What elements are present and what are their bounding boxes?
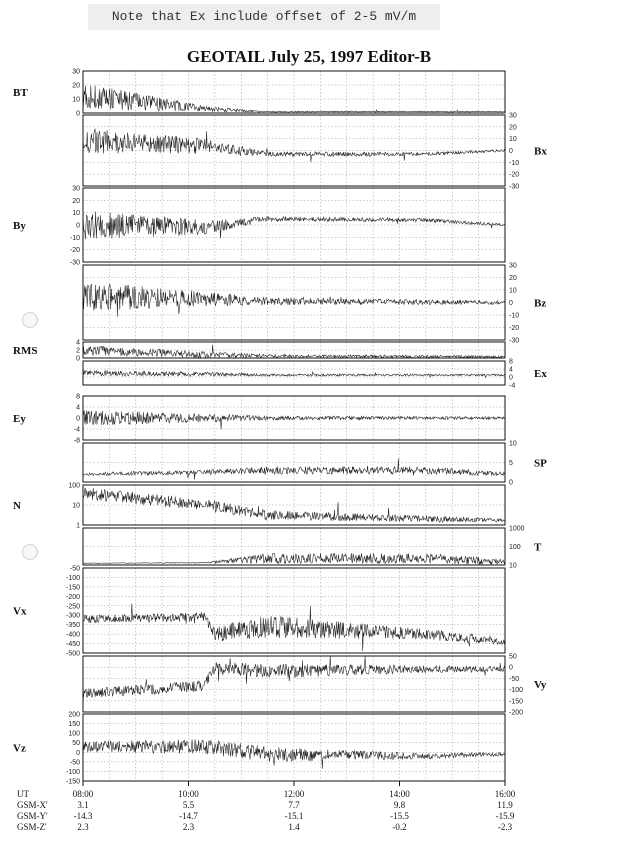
panel-label-bz: Bz [534,297,547,310]
panel-t [83,526,542,570]
tick-label: 0 [76,415,80,423]
tick-label: 1000 [509,525,525,533]
x-axis-value: -0.2 [392,822,407,832]
x-axis-value: 14:00 [389,789,410,799]
tick-label: -10 [509,159,520,167]
panel-ey [13,394,505,445]
x-axis-value: 2.3 [182,822,195,832]
tick-label: -4 [509,382,516,390]
tick-label: 0 [509,374,513,382]
panel-vx [13,566,505,658]
tick-label: 10 [72,210,80,218]
panel-label-vy: Vy [534,679,547,691]
tick-label: 8 [509,358,513,366]
tick-label: -100 [509,687,524,695]
tick-label: 2 [76,347,80,355]
tick-label: -50 [69,565,80,573]
tick-label: 0 [76,222,80,230]
panel-bz [83,263,546,345]
tick-label: -30 [509,183,520,191]
tick-label: 8 [76,393,80,401]
tick-label: 100 [68,730,80,738]
tick-label: -50 [509,675,520,683]
tick-label: -30 [509,337,520,345]
x-axis-value: 16:00 [494,789,516,799]
panel-by [13,186,505,267]
tick-label: 10 [509,562,517,570]
panel-label-bt: BT [13,87,28,99]
x-axis-row-label: GSM-Y' [17,811,48,821]
tick-label: -20 [509,325,520,332]
tick-label: 10 [72,502,80,510]
tick-label: 100 [68,482,80,490]
x-axis-value: 1.4 [288,822,300,832]
tick-label: -50 [69,759,80,767]
x-axis-value: 2.3 [77,822,89,832]
tick-label: -250 [65,603,80,611]
panel-label-ey: Ey [13,413,26,425]
punch-hole-bottom [22,544,38,560]
tick-label: 30 [72,68,80,76]
tick-label: 10 [72,96,80,104]
tick-label: -500 [65,650,80,658]
tick-label: 0 [509,300,513,307]
tick-label: -100 [65,768,80,776]
panel-label-ex: Ex [534,368,547,380]
tick-label: -20 [69,247,80,255]
tick-label: -300 [65,612,80,620]
trace-by [83,212,505,240]
trace-ey [83,410,505,429]
tick-label: 0 [509,664,513,672]
tick-label: -10 [509,312,520,320]
panel-label-vz: Vz [13,742,26,755]
tick-label: -30 [69,259,80,267]
panel-label-sp: SP [534,457,547,470]
tick-label: 20 [509,124,517,132]
panel-rms [13,340,505,363]
tick-label: 4 [76,404,80,412]
x-axis-row-label: GSM-X' [17,800,48,810]
tick-label: 4 [509,366,513,374]
x-axis-value: 11.9 [497,800,513,810]
x-axis-value: 5.5 [182,800,195,810]
x-axis-value: 08:00 [72,789,94,799]
tick-label: 4 [76,339,80,347]
tick-label: -150 [65,778,80,786]
tick-label: 20 [72,82,80,90]
x-axis-value: -15.1 [284,811,304,821]
tick-label: 50 [72,740,80,748]
tick-label: 10 [509,287,517,295]
tick-label: 50 [509,653,517,661]
tick-label: 30 [509,112,517,120]
x-axis-value: -2.3 [497,822,513,832]
panel-ex [83,359,547,390]
panel-label-t: T [534,541,542,554]
tick-label: 0 [76,110,80,118]
panel-vy [83,654,547,717]
panel-vz [13,712,505,786]
panel-label-bx: Bx [534,145,547,158]
x-axis-row-label: UT [17,789,29,799]
tick-label: -150 [509,698,524,706]
tick-label: -150 [65,584,80,592]
tick-label: -4 [73,426,80,434]
tick-label: 5 [509,460,513,467]
tick-label: 20 [509,275,517,282]
tick-label: -8 [73,437,80,445]
tick-label: -350 [65,622,80,630]
tick-label: 1 [76,522,80,530]
tick-label: 0 [76,749,80,757]
x-axis-value: 12:00 [283,789,305,799]
tick-label: -10 [69,234,80,242]
x-axis-value: -15.9 [495,811,515,821]
tick-label: 20 [72,197,80,205]
tick-label: 100 [509,544,521,551]
panel-n [13,483,505,530]
tick-label: -400 [65,631,80,639]
tick-label: 30 [509,262,517,270]
tick-label: -20 [509,171,520,179]
offset-note: Note that Ex include offset of 2-5 mV/m [88,4,440,30]
panel-label-by: By [13,220,26,232]
panel-bx [83,113,547,191]
tick-label: -200 [509,709,524,717]
tick-label: 0 [509,479,513,487]
x-axis-value: 10:00 [178,789,199,799]
tick-label: 0 [509,148,513,155]
panel-bt [13,69,505,118]
tick-label: 10 [509,136,517,144]
panel-sp [83,441,547,487]
x-axis-value: -14.7 [179,811,198,821]
tick-label: 10 [509,440,517,448]
tick-label: 150 [68,721,80,729]
x-axis-value: -15.5 [390,811,409,821]
tick-label: 0 [76,355,80,363]
x-axis-value: 7.7 [288,800,300,810]
tick-label: 200 [68,711,80,719]
tick-label: 30 [72,185,80,193]
punch-hole-top [22,312,38,328]
panel-label-rms: RMS [13,345,38,357]
chart-title: GEOTAIL July 25, 1997 Editor-B [186,47,432,66]
x-axis-row-label: GSM-Z' [17,822,47,832]
panel-label-n: N [13,500,21,512]
tick-label: -450 [65,641,80,649]
panel-label-vx: Vx [13,605,27,618]
x-axis-value: 9.8 [393,800,406,810]
tick-label: -200 [65,593,80,601]
x-axis-value: -14.3 [73,811,93,821]
tick-label: -100 [65,574,80,582]
x-axis-value: 3.1 [77,800,89,810]
